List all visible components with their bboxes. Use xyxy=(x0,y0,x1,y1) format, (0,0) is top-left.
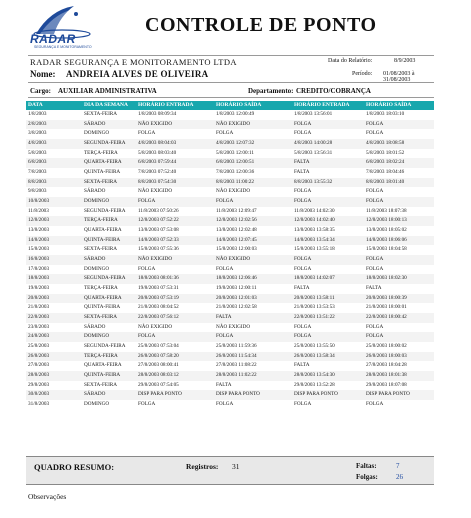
table-cell: 29/8/2003 18:07:08 xyxy=(366,381,407,388)
table-row xyxy=(26,110,434,120)
table-cell: FOLGA xyxy=(216,333,234,340)
table-cell: FOLGA xyxy=(138,333,156,340)
table-cell: 30/8/2003 xyxy=(28,391,50,398)
table-cell: QUARTA-FEIRA xyxy=(84,227,122,234)
table-cell: TERÇA-FEIRA xyxy=(84,285,118,292)
table-cell: 31/8/2003 xyxy=(28,401,50,408)
table-cell: 28/8/2003 08:03:12 xyxy=(138,372,179,379)
timesheet-table xyxy=(26,101,434,410)
table-cell: 28/8/2003 13:54:30 xyxy=(294,372,335,379)
table-cell: 14/8/2003 07:52:33 xyxy=(138,236,179,243)
table-cell: DISP PARA PONTO xyxy=(366,391,410,398)
table-cell: FOLGA xyxy=(366,130,384,137)
table-row xyxy=(26,332,434,342)
department-value: CREDITO/COBRANÇA xyxy=(296,87,371,95)
summary-box xyxy=(26,456,434,485)
table-cell: 17/8/2003 xyxy=(28,265,50,272)
table-cell: 21/8/2003 13:53:53 xyxy=(294,304,335,311)
table-row xyxy=(26,342,434,352)
table-cell: 28/8/2003 18:01:38 xyxy=(366,372,407,379)
table-row xyxy=(26,284,434,294)
logo-tagline: SEGURANÇA E MONITORAMENTO xyxy=(34,45,92,49)
table-row xyxy=(26,236,434,246)
table-cell: FALTA xyxy=(294,285,310,292)
table-cell: 16/8/2003 xyxy=(28,256,50,263)
table-cell: 1/8/2003 08:09:34 xyxy=(138,111,177,117)
table-cell: FOLGA xyxy=(138,198,156,205)
table-cell: 14/8/2003 13:54:34 xyxy=(294,236,335,243)
table-cell: 11/8/2003 07:50:26 xyxy=(138,207,179,214)
table-cell: 4/8/2003 14:00:28 xyxy=(294,140,333,147)
table-cell: 4/8/2003 18:08:58 xyxy=(366,140,405,147)
table-cell: QUARTA-FEIRA xyxy=(84,362,122,369)
table-cell: 26/8/2003 11:54:34 xyxy=(216,352,257,359)
table-body xyxy=(26,110,434,410)
table-cell: FOLGA xyxy=(294,130,312,137)
table-cell: FOLGA xyxy=(216,198,234,205)
table-cell: DISP PARA PONTO xyxy=(216,391,260,398)
folgas-label: Folgas: xyxy=(356,473,378,481)
table-cell: 15/8/2003 07:55:36 xyxy=(138,246,179,253)
table-cell: 22/8/2003 xyxy=(28,314,50,321)
table-cell: NÃO EXIGIDO xyxy=(138,120,173,127)
table-cell: 5/8/2003 13:56:31 xyxy=(294,149,333,156)
table-cell: FALTA xyxy=(216,381,232,388)
table-cell: FOLGA xyxy=(216,265,234,272)
table-cell: SÁBADO xyxy=(84,188,106,195)
table-cell: 22/8/2003 18:00:42 xyxy=(366,314,407,321)
table-cell: 25/8/2003 11:59:36 xyxy=(216,343,257,350)
table-cell: FOLGA xyxy=(138,265,156,272)
table-cell: 7/8/2003 07:52:40 xyxy=(138,169,177,176)
table-row xyxy=(26,274,434,284)
table-cell: FOLGA xyxy=(366,265,384,272)
table-cell: 13/8/2003 12:02:48 xyxy=(216,227,257,234)
table-cell: FOLGA xyxy=(366,256,384,263)
table-row xyxy=(26,400,434,410)
table-cell: 25/8/2003 18:00:02 xyxy=(366,343,407,350)
table-row xyxy=(26,207,434,217)
table-cell: 2/8/2003 xyxy=(28,120,47,127)
table-cell: FOLGA xyxy=(294,256,312,263)
table-cell: SEXTA-FEIRA xyxy=(84,178,118,185)
period-label: Período: xyxy=(352,71,373,77)
employee-name: ANDREIA ALVES DE OLIVEIRA xyxy=(66,69,209,79)
company-name: RADAR SEGURANÇA E MONITORAMENTO LTDA xyxy=(30,57,237,67)
table-cell: 18/8/2003 08:01:36 xyxy=(138,275,179,282)
table-cell: 28/8/2003 11:02:22 xyxy=(216,372,257,379)
table-cell: 19/8/2003 12:00:11 xyxy=(216,285,257,292)
table-cell: FOLGA xyxy=(366,323,384,330)
table-cell: 19/8/2003 xyxy=(28,285,50,292)
table-cell: 6/8/2003 07:59:44 xyxy=(138,159,177,166)
column-header: DIA DA SEMANA xyxy=(84,102,129,108)
table-cell: NÃO EXIGIDO xyxy=(216,256,251,263)
table-row xyxy=(26,255,434,265)
table-cell: 7/8/2003 12:00:36 xyxy=(216,169,255,176)
table-cell: 18/8/2003 12:06:46 xyxy=(216,275,257,282)
table-cell: FOLGA xyxy=(216,401,234,408)
table-cell: 20/8/2003 12:01:03 xyxy=(216,294,257,301)
report-date-value: 8/9/2003 xyxy=(394,58,416,64)
table-cell: 1/8/2003 xyxy=(28,111,47,117)
table-cell: 12/8/2003 14:02:40 xyxy=(294,217,335,224)
table-cell: 6/8/2003 xyxy=(28,159,47,166)
table-cell: FALTA xyxy=(294,169,310,176)
table-cell: DOMINGO xyxy=(84,198,110,205)
observacoes-label: Observações xyxy=(28,492,67,501)
table-cell: 6/8/2003 12:00:51 xyxy=(216,159,255,166)
table-cell: FALTA xyxy=(294,159,310,166)
table-cell: TERÇA-FEIRA xyxy=(84,217,118,224)
table-cell: FOLGA xyxy=(366,188,384,195)
table-row xyxy=(26,323,434,333)
table-cell: 25/8/2003 07:53:04 xyxy=(138,343,179,350)
table-cell: SEGUNDA-FEIRA xyxy=(84,207,126,214)
table-cell: FOLGA xyxy=(294,401,312,408)
table-cell: DOMINGO xyxy=(84,265,110,272)
header-company-row xyxy=(28,55,434,69)
registros-value: 31 xyxy=(232,462,240,471)
table-cell: 11/8/2003 xyxy=(28,207,49,214)
table-cell: 21/8/2003 18:00:01 xyxy=(366,304,407,311)
table-cell: 15/8/2003 18:04:58 xyxy=(366,246,407,253)
table-row xyxy=(26,265,434,275)
table-cell: TERÇA-FEIRA xyxy=(84,149,118,156)
table-cell: 28/8/2003 xyxy=(28,372,50,379)
table-cell: SÁBADO xyxy=(84,323,106,330)
table-cell: 27/8/2003 11:08:22 xyxy=(216,362,257,369)
table-cell: 26/8/2003 13:58:34 xyxy=(294,352,335,359)
table-cell: 12/8/2003 12:02:56 xyxy=(216,217,257,224)
table-cell: 4/8/2003 08:04:03 xyxy=(138,140,177,147)
table-cell: 7/8/2003 18:04:46 xyxy=(366,169,405,176)
table-row xyxy=(26,371,434,381)
table-cell: 21/8/2003 08:04:52 xyxy=(138,304,179,311)
table-cell: FOLGA xyxy=(138,130,156,137)
column-header: HORÁRIO SAÍDA xyxy=(366,102,412,108)
table-cell: 22/8/2003 13:51:22 xyxy=(294,314,335,321)
table-cell: FALTA xyxy=(216,314,232,321)
table-cell: FOLGA xyxy=(138,401,156,408)
folgas-value: 26 xyxy=(396,473,403,481)
table-cell: NÃO EXIGIDO xyxy=(216,323,251,330)
table-cell: 12/8/2003 18:00:13 xyxy=(366,217,407,224)
department-label: Departamento: xyxy=(248,87,294,95)
table-cell: 5/8/2003 18:01:52 xyxy=(366,149,405,156)
table-cell: 1/8/2003 18:03:10 xyxy=(366,111,405,117)
table-cell: 18/8/2003 14:02:07 xyxy=(294,275,335,282)
table-cell: 8/8/2003 xyxy=(28,178,47,185)
table-row xyxy=(26,178,434,188)
table-cell: FALTA xyxy=(294,362,310,369)
table-cell: 11/8/2003 14:02:30 xyxy=(294,207,335,214)
table-cell: NÃO EXIGIDO xyxy=(138,188,173,195)
table-cell: 14/8/2003 18:06:06 xyxy=(366,236,407,243)
table-cell: QUINTA-FEIRA xyxy=(84,304,121,311)
table-cell: 19/8/2003 07:53:31 xyxy=(138,285,179,292)
table-cell: 20/8/2003 18:00:39 xyxy=(366,294,407,301)
table-row xyxy=(26,352,434,362)
table-cell: 10/8/2003 xyxy=(28,198,50,205)
table-cell: SEGUNDA-FEIRA xyxy=(84,140,126,147)
table-cell: 11/8/2003 12:09:47 xyxy=(216,207,257,214)
table-cell: FOLGA xyxy=(294,333,312,340)
table-row xyxy=(26,216,434,226)
table-cell: 15/8/2003 13:55:18 xyxy=(294,246,335,253)
column-header: DATA xyxy=(28,102,43,108)
summary-title: QUADRO RESUMO: xyxy=(34,462,115,472)
table-cell: 26/8/2003 07:58:20 xyxy=(138,352,179,359)
table-cell: 29/8/2003 13:52:28 xyxy=(294,381,335,388)
table-cell: SÁBADO xyxy=(84,120,106,127)
table-row xyxy=(26,197,434,207)
table-cell: 6/8/2003 18:02:24 xyxy=(366,159,405,166)
table-cell: 15/8/2003 12:00:03 xyxy=(216,246,257,253)
table-cell: 26/8/2003 18:00:03 xyxy=(366,352,407,359)
table-cell: FOLGA xyxy=(294,198,312,205)
table-cell: 12/8/2003 xyxy=(28,217,50,224)
table-cell: 11/8/2003 18:07:38 xyxy=(366,207,407,214)
table-cell: SEXTA-FEIRA xyxy=(84,111,118,117)
table-cell: 15/8/2003 xyxy=(28,246,50,253)
cargo-label: Cargo: xyxy=(30,87,51,95)
table-cell: 1/8/2003 12:00:49 xyxy=(216,111,255,117)
table-row xyxy=(26,158,434,168)
header-name-row xyxy=(28,68,434,82)
table-cell: 13/8/2003 07:53:08 xyxy=(138,227,179,234)
table-cell: 23/8/2003 xyxy=(28,323,50,330)
logo-text: RADAR xyxy=(30,32,76,46)
table-cell: 5/8/2003 xyxy=(28,149,47,156)
table-cell: 27/8/2003 08:00:41 xyxy=(138,362,179,369)
table-cell: 4/8/2003 12:07:32 xyxy=(216,140,255,147)
registros-label: Registros: xyxy=(186,462,219,471)
table-cell: 13/8/2003 13:58:35 xyxy=(294,227,335,234)
table-cell: SEGUNDA-FEIRA xyxy=(84,343,126,350)
table-cell: SEXTA-FEIRA xyxy=(84,381,118,388)
table-cell: SEXTA-FEIRA xyxy=(84,246,118,253)
table-cell: 13/8/2003 18:05:02 xyxy=(366,227,407,234)
faltas-value: 7 xyxy=(396,462,400,470)
table-row xyxy=(26,390,434,400)
table-cell: 24/8/2003 xyxy=(28,333,50,340)
table-row xyxy=(26,168,434,178)
table-cell: 18/8/2003 18:02:30 xyxy=(366,275,407,282)
table-cell: DISP PARA PONTO xyxy=(294,391,338,398)
table-cell: 18/8/2003 xyxy=(28,275,50,282)
table-cell: QUINTA-FEIRA xyxy=(84,236,121,243)
faltas-label: Faltas: xyxy=(356,462,377,470)
table-cell: SÁBADO xyxy=(84,256,106,263)
table-cell: DISP PARA PONTO xyxy=(138,391,182,398)
table-cell: QUINTA-FEIRA xyxy=(84,372,121,379)
column-header: HORÁRIO ENTRADA xyxy=(294,102,350,108)
table-row xyxy=(26,303,434,313)
table-row xyxy=(26,139,434,149)
column-header: HORÁRIO SAÍDA xyxy=(216,102,262,108)
table-cell: 4/8/2003 xyxy=(28,140,47,147)
table-cell: FOLGA xyxy=(294,120,312,127)
table-cell: FOLGA xyxy=(366,333,384,340)
table-cell: 14/8/2003 xyxy=(28,236,50,243)
table-cell: QUARTA-FEIRA xyxy=(84,159,122,166)
table-cell: 5/8/2003 08:03:40 xyxy=(138,149,177,156)
table-cell: 22/8/2003 07:56:12 xyxy=(138,314,179,321)
table-header xyxy=(26,101,434,110)
table-cell: FALTA xyxy=(366,285,382,292)
table-cell: FOLGA xyxy=(294,265,312,272)
table-cell: 20/8/2003 xyxy=(28,294,50,301)
table-cell: DOMINGO xyxy=(84,401,110,408)
table-cell: FOLGA xyxy=(216,130,234,137)
table-cell: FOLGA xyxy=(366,401,384,408)
table-cell: 1/8/2003 13:56:01 xyxy=(294,111,333,117)
table-cell: NÃO EXIGIDO xyxy=(216,188,251,195)
table-cell: SÁBADO xyxy=(84,391,106,398)
table-cell: 5/8/2003 12:00:11 xyxy=(216,149,254,156)
cargo-value: AUXILIAR ADMINISTRATIVA xyxy=(58,87,157,95)
table-cell: 7/8/2003 xyxy=(28,169,47,176)
table-row xyxy=(26,120,434,130)
table-cell: 9/8/2003 xyxy=(28,188,47,195)
table-cell: 14/8/2003 12:07:45 xyxy=(216,236,257,243)
period-value: 01/08/2003 à 31/08/2003 xyxy=(383,71,415,83)
table-cell: NÃO EXIGIDO xyxy=(138,323,173,330)
table-cell: 21/8/2003 12:02:58 xyxy=(216,304,257,311)
table-cell: 27/8/2003 18:04:28 xyxy=(366,362,407,369)
table-cell: FOLGA xyxy=(366,198,384,205)
table-row xyxy=(26,313,434,323)
table-cell: FOLGA xyxy=(366,120,384,127)
table-cell: FOLGA xyxy=(294,188,312,195)
name-label: Nome: xyxy=(30,69,56,79)
table-cell: 27/8/2003 xyxy=(28,362,50,369)
table-cell: SEGUNDA-FEIRA xyxy=(84,275,126,282)
table-cell: 8/8/2003 18:01:40 xyxy=(366,178,405,185)
table-cell: DOMINGO xyxy=(84,130,110,137)
table-cell: 25/8/2003 13:55:50 xyxy=(294,343,335,350)
table-cell: 25/8/2003 xyxy=(28,343,50,350)
report-date-label: Data do Relatório: xyxy=(328,58,373,64)
table-cell: 8/8/2003 11:00:22 xyxy=(216,178,254,185)
table-cell: 29/8/2003 07:54:05 xyxy=(138,381,179,388)
table-cell: 26/8/2003 xyxy=(28,352,50,359)
table-cell: 29/8/2003 xyxy=(28,381,50,388)
table-cell: 8/8/2003 13:55:32 xyxy=(294,178,333,185)
table-cell: TERÇA-FEIRA xyxy=(84,352,118,359)
table-cell: NÃO EXIGIDO xyxy=(138,256,173,263)
column-header: HORÁRIO ENTRADA xyxy=(138,102,194,108)
table-row xyxy=(26,226,434,236)
table-row xyxy=(26,149,434,159)
table-cell: 20/8/2003 07:53:19 xyxy=(138,294,179,301)
table-row xyxy=(26,361,434,371)
table-cell: SEXTA-FEIRA xyxy=(84,314,118,321)
table-row xyxy=(26,381,434,391)
table-row xyxy=(26,187,434,197)
header-cargo-row xyxy=(28,82,434,98)
table-row xyxy=(26,294,434,304)
table-row xyxy=(26,129,434,139)
page-title: CONTROLE DE PONTO xyxy=(145,14,377,36)
table-cell: 8/8/2003 07:54:30 xyxy=(138,178,177,185)
table-cell: FOLGA xyxy=(294,323,312,330)
table-cell: 12/8/2003 07:52:22 xyxy=(138,217,179,224)
table-cell: 20/8/2003 13:58:11 xyxy=(294,294,335,301)
table-cell: QUINTA-FEIRA xyxy=(84,169,121,176)
table-cell: 13/8/2003 xyxy=(28,227,50,234)
table-cell: 3/8/2003 xyxy=(28,130,47,137)
table-cell: DOMINGO xyxy=(84,333,110,340)
table-cell: QUARTA-FEIRA xyxy=(84,294,122,301)
table-cell: NÃO EXIGIDO xyxy=(216,120,251,127)
table-cell: 21/8/2003 xyxy=(28,304,50,311)
table-row xyxy=(26,245,434,255)
